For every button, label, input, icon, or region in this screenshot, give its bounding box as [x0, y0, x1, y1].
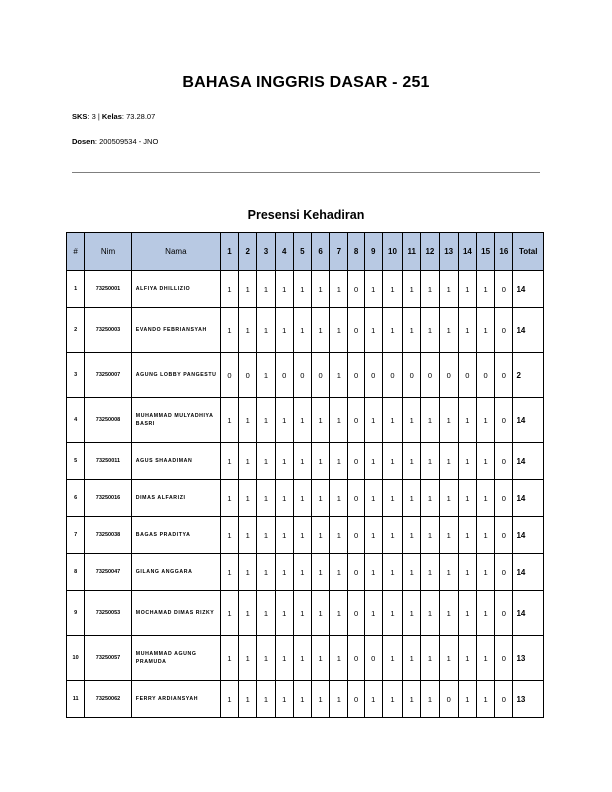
attendance-cell: 1 [477, 517, 495, 554]
column-header: 11 [403, 233, 421, 271]
attendance-cell: 1 [477, 308, 495, 353]
attendance-cell: 0 [382, 353, 402, 398]
attendance-cell: 0 [348, 398, 364, 443]
lecturer-meta [72, 137, 158, 146]
attendance-cell: 1 [330, 398, 348, 443]
student-nim: 73250008 [85, 398, 132, 443]
student-name: MUHAMMAD MULYADHIYA BASRI [131, 398, 220, 443]
attendance-total: 14 [513, 591, 544, 636]
attendance-cell: 1 [439, 308, 458, 353]
attendance-cell: 1 [382, 443, 402, 480]
attendance-cell: 1 [382, 554, 402, 591]
attendance-cell: 1 [477, 271, 495, 308]
attendance-cell: 1 [330, 308, 348, 353]
attendance-cell: 0 [239, 353, 257, 398]
attendance-cell: 1 [293, 271, 311, 308]
row-number: 10 [67, 636, 85, 681]
attendance-cell: 1 [364, 308, 382, 353]
column-header: 5 [293, 233, 311, 271]
attendance-cell: 0 [495, 353, 513, 398]
column-header: 7 [330, 233, 348, 271]
attendance-cell: 1 [477, 636, 495, 681]
attendance-cell: 1 [312, 681, 330, 718]
attendance-cell: 1 [477, 554, 495, 591]
attendance-cell: 0 [348, 681, 364, 718]
column-header: Total [513, 233, 544, 271]
attendance-cell: 1 [312, 308, 330, 353]
column-header: 2 [239, 233, 257, 271]
attendance-cell: 1 [458, 681, 476, 718]
table-row [67, 591, 544, 636]
student-name: BAGAS PRADITYA [131, 517, 220, 554]
attendance-cell: 0 [348, 443, 364, 480]
attendance-cell: 1 [458, 554, 476, 591]
row-number: 5 [67, 443, 85, 480]
attendance-cell: 1 [293, 636, 311, 681]
student-nim: 73250057 [85, 636, 132, 681]
attendance-cell: 1 [403, 480, 421, 517]
attendance-cell: 1 [239, 636, 257, 681]
attendance-cell: 1 [458, 271, 476, 308]
attendance-cell: 1 [421, 636, 439, 681]
attendance-cell: 0 [293, 353, 311, 398]
attendance-cell: 1 [458, 480, 476, 517]
attendance-cell: 1 [477, 591, 495, 636]
attendance-total: 13 [513, 636, 544, 681]
attendance-cell: 1 [257, 271, 275, 308]
table-row [67, 517, 544, 554]
attendance-cell: 1 [293, 398, 311, 443]
attendance-cell: 1 [330, 271, 348, 308]
attendance-cell: 1 [275, 636, 293, 681]
row-number: 4 [67, 398, 85, 443]
attendance-cell: 1 [477, 398, 495, 443]
attendance-cell: 1 [275, 443, 293, 480]
student-nim: 73250001 [85, 271, 132, 308]
attendance-total: 14 [513, 398, 544, 443]
attendance-cell: 0 [220, 353, 238, 398]
attendance-cell: 0 [364, 353, 382, 398]
attendance-cell: 1 [275, 681, 293, 718]
attendance-cell: 1 [330, 517, 348, 554]
attendance-cell: 1 [382, 308, 402, 353]
attendance-cell: 0 [458, 353, 476, 398]
attendance-cell: 1 [439, 554, 458, 591]
student-nim: 73250011 [85, 443, 132, 480]
attendance-cell: 0 [348, 517, 364, 554]
student-nim: 73250007 [85, 353, 132, 398]
attendance-cell: 1 [477, 480, 495, 517]
attendance-cell: 1 [403, 636, 421, 681]
attendance-cell: 1 [275, 480, 293, 517]
attendance-cell: 1 [421, 681, 439, 718]
attendance-cell: 1 [275, 517, 293, 554]
column-header: 3 [257, 233, 275, 271]
attendance-cell: 1 [364, 398, 382, 443]
attendance-cell: 1 [439, 398, 458, 443]
column-header: 10 [382, 233, 402, 271]
student-nim: 73250038 [85, 517, 132, 554]
table-row [67, 308, 544, 353]
attendance-cell: 1 [403, 554, 421, 591]
column-header: 6 [312, 233, 330, 271]
table-row [67, 353, 544, 398]
attendance-cell: 1 [275, 398, 293, 443]
attendance-cell: 1 [257, 636, 275, 681]
column-header: 14 [458, 233, 476, 271]
row-number: 9 [67, 591, 85, 636]
attendance-cell: 1 [403, 398, 421, 443]
attendance-cell: 0 [348, 271, 364, 308]
student-name: DIMAS ALFARIZI [131, 480, 220, 517]
student-name: GILANG ANGGARA [131, 554, 220, 591]
attendance-cell: 1 [439, 636, 458, 681]
attendance-cell: 1 [439, 443, 458, 480]
attendance-cell: 1 [421, 517, 439, 554]
student-name: AGUNG LOBBY PANGESTU [131, 353, 220, 398]
attendance-cell: 1 [403, 681, 421, 718]
attendance-cell: 1 [382, 271, 402, 308]
attendance-cell: 0 [348, 480, 364, 517]
table-row [67, 480, 544, 517]
attendance-cell: 1 [330, 591, 348, 636]
attendance-cell: 1 [257, 554, 275, 591]
attendance-cell: 1 [382, 681, 402, 718]
attendance-cell: 1 [477, 681, 495, 718]
dosen-label: Dosen [72, 137, 95, 146]
attendance-cell: 1 [458, 517, 476, 554]
attendance-cell: 0 [495, 517, 513, 554]
attendance-cell: 1 [220, 398, 238, 443]
row-number: 1 [67, 271, 85, 308]
student-nim: 73250047 [85, 554, 132, 591]
table-row [67, 398, 544, 443]
attendance-cell: 1 [458, 591, 476, 636]
attendance-cell: 1 [220, 271, 238, 308]
attendance-total: 14 [513, 554, 544, 591]
student-name: MUHAMMAD AGUNG PRAMUDA [131, 636, 220, 681]
attendance-cell: 1 [239, 554, 257, 591]
student-name: MOCHAMAD DIMAS RIZKY [131, 591, 220, 636]
attendance-cell: 1 [257, 443, 275, 480]
student-nim: 73250016 [85, 480, 132, 517]
attendance-cell: 1 [293, 517, 311, 554]
attendance-cell: 0 [495, 443, 513, 480]
attendance-cell: 0 [477, 353, 495, 398]
attendance-cell: 0 [348, 636, 364, 681]
attendance-total: 2 [513, 353, 544, 398]
section-title: Presensi Kehadiran [247, 208, 365, 222]
attendance-cell: 1 [439, 517, 458, 554]
attendance-cell: 1 [330, 353, 348, 398]
attendance-cell: 1 [421, 398, 439, 443]
column-header: 1 [220, 233, 238, 271]
attendance-cell: 1 [364, 554, 382, 591]
attendance-cell: 1 [312, 554, 330, 591]
attendance-cell: 0 [348, 591, 364, 636]
attendance-total: 14 [513, 443, 544, 480]
kelas-value: : 73.28.07 [121, 112, 156, 121]
attendance-cell: 0 [403, 353, 421, 398]
attendance-cell: 1 [382, 480, 402, 517]
course-meta [72, 112, 155, 121]
attendance-cell: 1 [330, 480, 348, 517]
attendance-cell: 1 [439, 591, 458, 636]
attendance-cell: 1 [364, 591, 382, 636]
attendance-cell: 1 [220, 308, 238, 353]
attendance-total: 14 [513, 480, 544, 517]
attendance-cell: 1 [239, 308, 257, 353]
attendance-cell: 0 [495, 398, 513, 443]
attendance-cell: 0 [495, 554, 513, 591]
column-header: 8 [348, 233, 364, 271]
attendance-cell: 1 [293, 480, 311, 517]
attendance-cell: 1 [257, 308, 275, 353]
attendance-cell: 1 [312, 480, 330, 517]
table-row [67, 636, 544, 681]
attendance-cell: 1 [220, 443, 238, 480]
attendance-cell: 1 [293, 681, 311, 718]
student-nim: 73250003 [85, 308, 132, 353]
attendance-cell: 1 [275, 554, 293, 591]
attendance-cell: 1 [439, 480, 458, 517]
attendance-total: 14 [513, 517, 544, 554]
attendance-cell: 1 [382, 398, 402, 443]
attendance-cell: 1 [312, 636, 330, 681]
attendance-cell: 0 [364, 636, 382, 681]
table-row [67, 443, 544, 480]
attendance-cell: 1 [421, 591, 439, 636]
attendance-cell: 1 [220, 681, 238, 718]
attendance-cell: 1 [293, 308, 311, 353]
attendance-cell: 1 [421, 271, 439, 308]
attendance-cell: 0 [495, 271, 513, 308]
column-header: # [67, 233, 85, 271]
attendance-cell: 1 [275, 308, 293, 353]
attendance-cell: 1 [239, 480, 257, 517]
table-header-row [67, 233, 544, 271]
attendance-cell: 1 [220, 517, 238, 554]
attendance-cell: 1 [382, 591, 402, 636]
attendance-cell: 1 [275, 271, 293, 308]
attendance-cell: 0 [421, 353, 439, 398]
attendance-cell: 0 [348, 353, 364, 398]
dosen-value: : 200509534 - JNO [94, 137, 159, 146]
attendance-cell: 1 [458, 398, 476, 443]
student-nim: 73250053 [85, 591, 132, 636]
attendance-cell: 1 [382, 636, 402, 681]
attendance-cell: 0 [348, 554, 364, 591]
attendance-cell: 1 [421, 443, 439, 480]
attendance-cell: 1 [275, 591, 293, 636]
attendance-cell: 1 [458, 443, 476, 480]
attendance-cell: 1 [257, 591, 275, 636]
table-row [67, 681, 544, 718]
attendance-cell: 1 [293, 443, 311, 480]
column-header: 13 [439, 233, 458, 271]
attendance-cell: 1 [439, 271, 458, 308]
row-number: 3 [67, 353, 85, 398]
attendance-cell: 1 [239, 517, 257, 554]
student-name: EVANDO FEBRIANSYAH [131, 308, 220, 353]
attendance-cell: 1 [421, 308, 439, 353]
attendance-cell: 1 [364, 681, 382, 718]
table-row [67, 554, 544, 591]
attendance-cell: 1 [364, 480, 382, 517]
student-name: AGUS SHAADIMAN [131, 443, 220, 480]
attendance-cell: 1 [257, 353, 275, 398]
student-nim: 73250062 [85, 681, 132, 718]
attendance-cell: 1 [403, 308, 421, 353]
attendance-cell: 1 [421, 554, 439, 591]
attendance-cell: 0 [495, 591, 513, 636]
attendance-cell: 1 [312, 591, 330, 636]
attendance-cell: 1 [239, 681, 257, 718]
attendance-cell: 1 [330, 681, 348, 718]
column-header: 9 [364, 233, 382, 271]
page-title: BAHASA INGGRIS DASAR - 251 [182, 74, 430, 91]
attendance-cell: 0 [439, 353, 458, 398]
attendance-cell: 1 [364, 443, 382, 480]
attendance-cell: 1 [312, 271, 330, 308]
attendance-cell: 1 [330, 636, 348, 681]
attendance-cell: 1 [220, 480, 238, 517]
attendance-cell: 0 [495, 480, 513, 517]
attendance-cell: 1 [364, 517, 382, 554]
sks-value: : 3 | [87, 112, 100, 121]
attendance-cell: 0 [348, 308, 364, 353]
table-row [67, 271, 544, 308]
attendance-cell: 1 [239, 271, 257, 308]
attendance-cell: 1 [239, 398, 257, 443]
attendance-cell: 1 [312, 517, 330, 554]
column-header: Nim [85, 233, 132, 271]
attendance-cell: 1 [220, 636, 238, 681]
column-header: 15 [477, 233, 495, 271]
attendance-total: 13 [513, 681, 544, 718]
attendance-cell: 1 [257, 480, 275, 517]
attendance-cell: 1 [330, 554, 348, 591]
attendance-cell: 1 [220, 591, 238, 636]
row-number: 2 [67, 308, 85, 353]
attendance-cell: 1 [421, 480, 439, 517]
column-header: 12 [421, 233, 439, 271]
attendance-cell: 1 [382, 517, 402, 554]
attendance-cell: 1 [257, 517, 275, 554]
attendance-cell: 0 [275, 353, 293, 398]
attendance-cell: 1 [257, 681, 275, 718]
student-name: ALFIYA DHILLIZIO [131, 271, 220, 308]
row-number: 7 [67, 517, 85, 554]
attendance-table [66, 232, 544, 718]
attendance-cell: 1 [330, 443, 348, 480]
attendance-cell: 1 [312, 398, 330, 443]
attendance-cell: 1 [239, 591, 257, 636]
row-number: 8 [67, 554, 85, 591]
attendance-total: 14 [513, 271, 544, 308]
attendance-cell: 1 [239, 443, 257, 480]
row-number: 6 [67, 480, 85, 517]
attendance-cell: 1 [403, 517, 421, 554]
attendance-cell: 1 [403, 443, 421, 480]
divider [72, 172, 540, 173]
attendance-cell: 1 [458, 636, 476, 681]
attendance-cell: 0 [495, 681, 513, 718]
attendance-cell: 0 [312, 353, 330, 398]
attendance-cell: 1 [220, 554, 238, 591]
attendance-cell: 1 [458, 308, 476, 353]
attendance-cell: 1 [293, 554, 311, 591]
sks-label: SKS [72, 112, 88, 121]
attendance-cell: 0 [495, 636, 513, 681]
attendance-cell: 1 [257, 398, 275, 443]
attendance-cell: 1 [403, 271, 421, 308]
attendance-cell: 1 [364, 271, 382, 308]
attendance-cell: 0 [495, 308, 513, 353]
attendance-cell: 1 [403, 591, 421, 636]
column-header: Nama [131, 233, 220, 271]
column-header: 16 [495, 233, 513, 271]
student-name: FERRY ARDIANSYAH [131, 681, 220, 718]
attendance-total: 14 [513, 308, 544, 353]
attendance-cell: 0 [439, 681, 458, 718]
kelas-label: Kelas [101, 112, 122, 121]
attendance-cell: 1 [293, 591, 311, 636]
row-number: 11 [67, 681, 85, 718]
attendance-cell: 1 [477, 443, 495, 480]
column-header: 4 [275, 233, 293, 271]
attendance-cell: 1 [312, 443, 330, 480]
